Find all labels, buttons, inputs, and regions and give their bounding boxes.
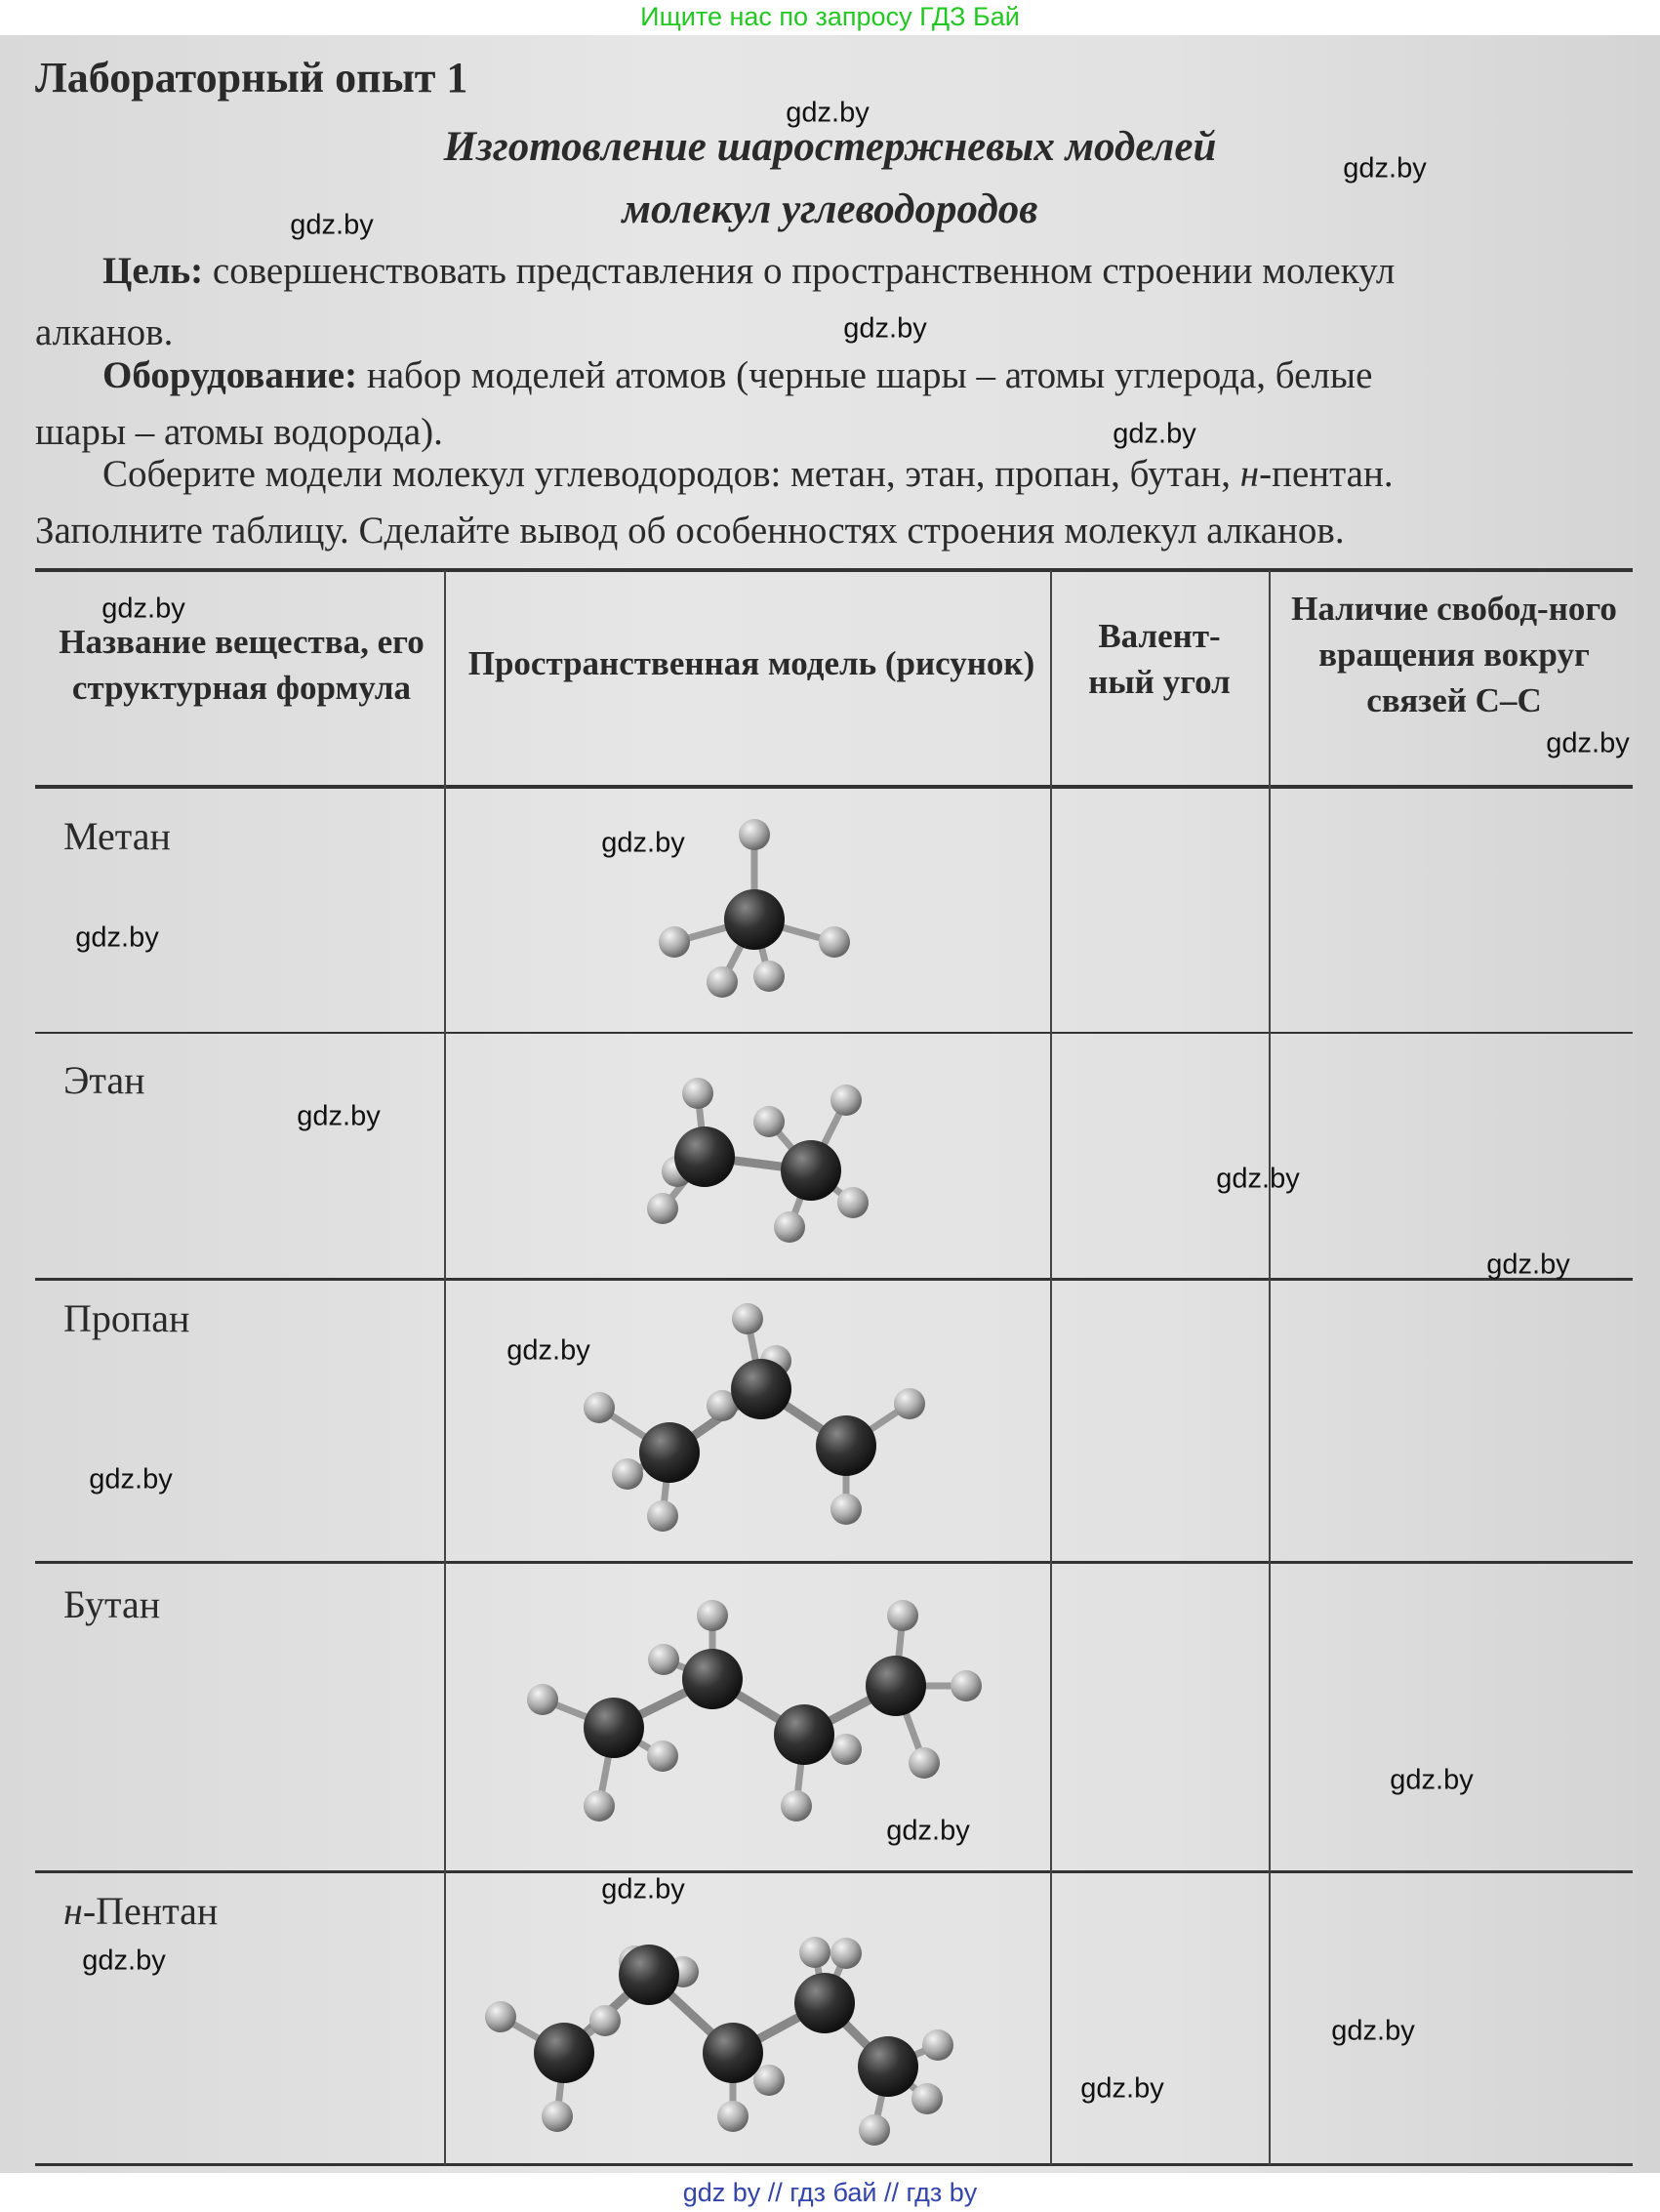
watermark: gdz.by (1216, 1163, 1300, 1195)
watermark: gdz.by (75, 922, 159, 954)
butane-hydrogen-atom (697, 1600, 728, 1631)
equipment-label: Оборудование: (102, 354, 358, 396)
row-label-ethane: Этан (63, 1058, 145, 1102)
ethane-hydrogen-atom (837, 1187, 869, 1218)
watermark: gdz.by (1390, 1764, 1474, 1796)
goal-text: совершенствовать представления о пространственном строении молекул (203, 250, 1396, 292)
watermark: gdz.by (843, 312, 927, 345)
butane-hydrogen-atom (909, 1747, 940, 1779)
n-prefix: н (63, 1889, 83, 1933)
pentane-carbon-atom (534, 2023, 594, 2083)
pentane-carbon-atom (858, 2036, 918, 2097)
propane-hydrogen-atom (584, 1392, 615, 1423)
watermark: gdz.by (1331, 2015, 1415, 2047)
propane-carbon-atom (639, 1422, 700, 1483)
watermark: gdz.by (601, 827, 685, 859)
pentane-hydrogen-atom (589, 2005, 621, 2036)
pentane-hydrogen-atom (717, 2101, 749, 2132)
subtitle-line-2: молекул углеводородов (622, 186, 1038, 232)
butane-hydrogen-atom (584, 1790, 615, 1822)
watermark: gdz.by (886, 1815, 970, 1847)
watermark: gdz.by (297, 1100, 381, 1132)
watermark: gdz.by (786, 97, 870, 129)
row-label-butane: Бутан (63, 1582, 161, 1626)
butane-hydrogen-atom (781, 1790, 812, 1822)
propane-hydrogen-atom (732, 1303, 763, 1334)
ethane-hydrogen-atom (647, 1193, 678, 1224)
goal-continuation: алканов. (35, 311, 174, 353)
row-label-propane: Пропан (63, 1296, 190, 1340)
page-title: Лабораторный опыт 1 (35, 54, 468, 102)
watermark: gdz.by (82, 1945, 166, 1977)
methane-hydrogen-atom (659, 926, 690, 958)
ethane-hydrogen-atom (753, 1106, 785, 1137)
pentane-hydrogen-atom (911, 2083, 943, 2114)
equipment-text: набор моделей атомов (черные шары – атомы углерода, белые (357, 354, 1373, 396)
butane-hydrogen-atom (951, 1670, 982, 1701)
propane-hydrogen-atom (612, 1458, 643, 1490)
watermark: gdz.by (101, 593, 185, 625)
ethane-carbon-atom (781, 1140, 841, 1201)
ethane-hydrogen-atom (682, 1078, 713, 1109)
header-substance-name: Название вещества, его структурная формула (59, 623, 425, 707)
instructions-line-2: Заполните таблицу. Сделайте вывод об особенностях строения молекул алканов. (35, 510, 1345, 552)
pentane-hydrogen-atom (922, 2029, 953, 2061)
watermark: gdz.by (1343, 152, 1427, 184)
butane-hydrogen-atom (647, 1741, 678, 1772)
header-valence-angle: Валент-ный угол (1088, 617, 1231, 701)
butane-hydrogen-atom (887, 1600, 918, 1631)
butane-hydrogen-atom (830, 1734, 862, 1765)
watermark: gdz.by (601, 1873, 685, 1905)
butane-hydrogen-atom (527, 1684, 558, 1715)
pentane-carbon-atom (703, 2023, 763, 2083)
watermark: gdz.by (1113, 418, 1196, 450)
pentane-hydrogen-atom (859, 2114, 890, 2146)
watermark: gdz.by (506, 1334, 590, 1367)
methane-hydrogen-atom (819, 926, 850, 958)
butane-carbon-atom (866, 1656, 926, 1716)
instructions-text-end: -пентан. (1259, 453, 1394, 495)
instructions-text: Соберите модели молекул углеводородов: метан, этан, пропан, бутан, (102, 453, 1240, 495)
ethane-carbon-atom (674, 1126, 735, 1187)
n-prefix: н (1239, 453, 1260, 495)
pentane-hydrogen-atom (542, 2101, 573, 2132)
watermark: gdz.by (1080, 2072, 1164, 2105)
goal-label: Цель: (102, 250, 204, 292)
propane-hydrogen-atom (830, 1494, 862, 1525)
methane-carbon-atom (724, 889, 785, 950)
butane-hydrogen-atom (648, 1644, 679, 1675)
butane-carbon-atom (584, 1698, 644, 1758)
watermark: gdz.by (89, 1463, 173, 1495)
ethane-hydrogen-atom (774, 1211, 805, 1243)
pentane-hydrogen-atom (485, 2001, 516, 2032)
header-spatial-model: Пространственная модель (рисунок) (467, 644, 1035, 682)
butane-carbon-atom (774, 1704, 834, 1765)
pentane-hydrogen-atom (799, 1937, 830, 1968)
equipment-continuation: шары – атомы водорода). (35, 411, 443, 453)
propane-carbon-atom (816, 1415, 876, 1476)
pentane-name: -Пентан (82, 1889, 219, 1933)
methane-hydrogen-atom (739, 819, 770, 850)
header-free-rotation: Наличие свобод-ного вращения вокруг связей С–С (1291, 590, 1617, 719)
row-label-methane: Метан (63, 814, 171, 858)
watermark: gdz.by (1546, 727, 1630, 759)
propane-hydrogen-atom (894, 1388, 925, 1419)
methane-hydrogen-atom (707, 966, 738, 998)
pentane-carbon-atom (619, 1945, 679, 2005)
methane-hydrogen-atom (753, 961, 785, 992)
watermark: gdz.by (290, 209, 374, 241)
propane-hydrogen-atom (647, 1500, 678, 1532)
propane-carbon-atom (731, 1359, 791, 1419)
search-banner[interactable]: Ищите нас по запросу ГДЗ Бай (0, 0, 1660, 35)
footer-links[interactable]: gdz by // гдз бай // гдз by (0, 2173, 1660, 2212)
watermark: gdz.by (1486, 1249, 1570, 1281)
ethane-hydrogen-atom (830, 1085, 862, 1116)
butane-carbon-atom (682, 1649, 743, 1709)
pentane-carbon-atom (794, 1973, 855, 2033)
subtitle-line-1: Изготовление шаростержневых моделей (443, 124, 1217, 170)
pentane-hydrogen-atom (830, 1938, 862, 1969)
